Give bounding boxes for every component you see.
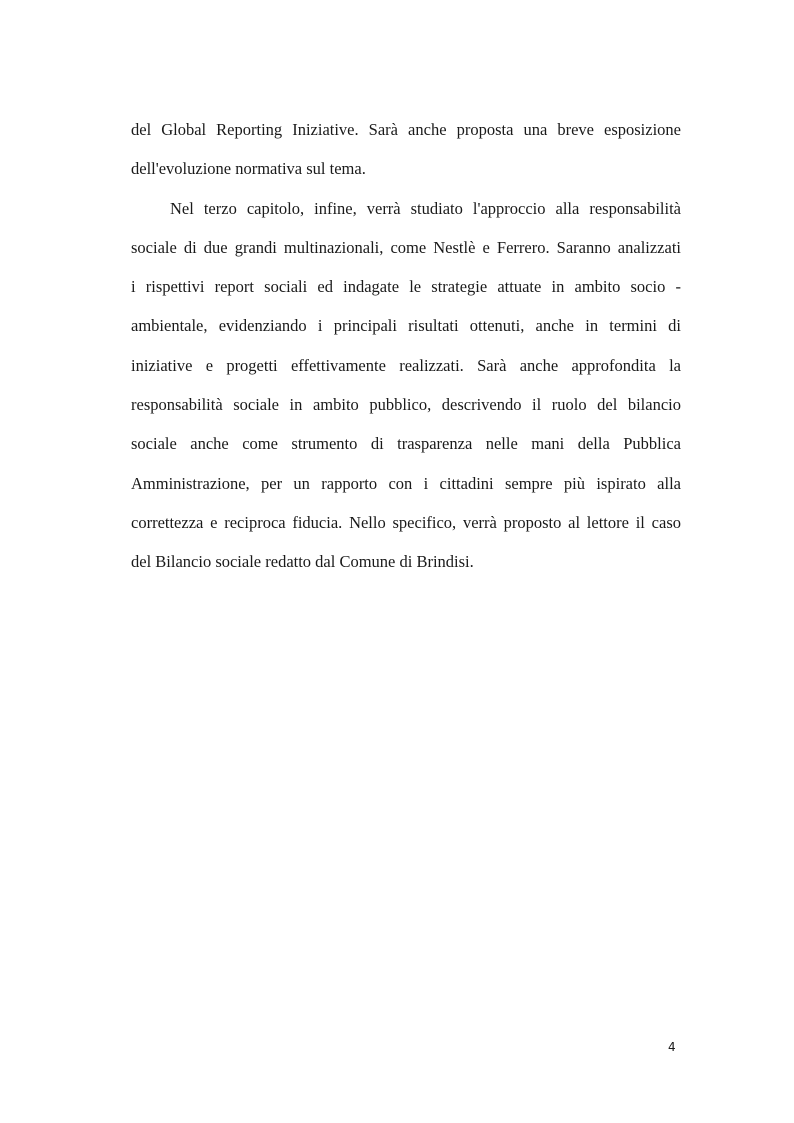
page-number: 4 [668,1040,676,1054]
text-line: sociale anche come strumento di trasparenza nelle mani della Pubblica [131,434,681,454]
text-line: del Global Reporting Iniziative. Sarà anche proposta una breve esposizione [131,120,681,139]
paragraph-1 [131,110,681,189]
text-line: correttezza e reciproca fiducia. Nello specifico, verrà proposto al lettore il caso [131,512,681,532]
text-line: Nel terzo capitolo, infine, verrà studiato l'approccio alla responsabilità [170,198,681,218]
paragraph-2 [131,189,681,582]
body-text [131,110,681,582]
text-line: ambientale, evidenziando i principali risultati ottenuti, anche in termini di [131,316,681,336]
text-line: responsabilità sociale in ambito pubblico, descrivendo il ruolo del bilancio [131,395,681,415]
text-line: del Bilancio sociale redatto dal Comune di Brindisi. [131,552,474,572]
text-line: Amministrazione, per un rapporto con i cittadini sempre più ispirato alla [131,473,681,493]
text-line: dell'evoluzione normativa sul tema. [131,159,366,179]
text-line: iniziative e progetti effettivamente realizzati. Sarà anche approfondita la [131,355,681,375]
text-line: sociale di due grandi multinazionali, come Nestlè e Ferrero. Saranno analizzati [131,237,681,257]
text-line: i rispettivi report sociali ed indagate le strategie attuate in ambito socio - [131,277,681,297]
